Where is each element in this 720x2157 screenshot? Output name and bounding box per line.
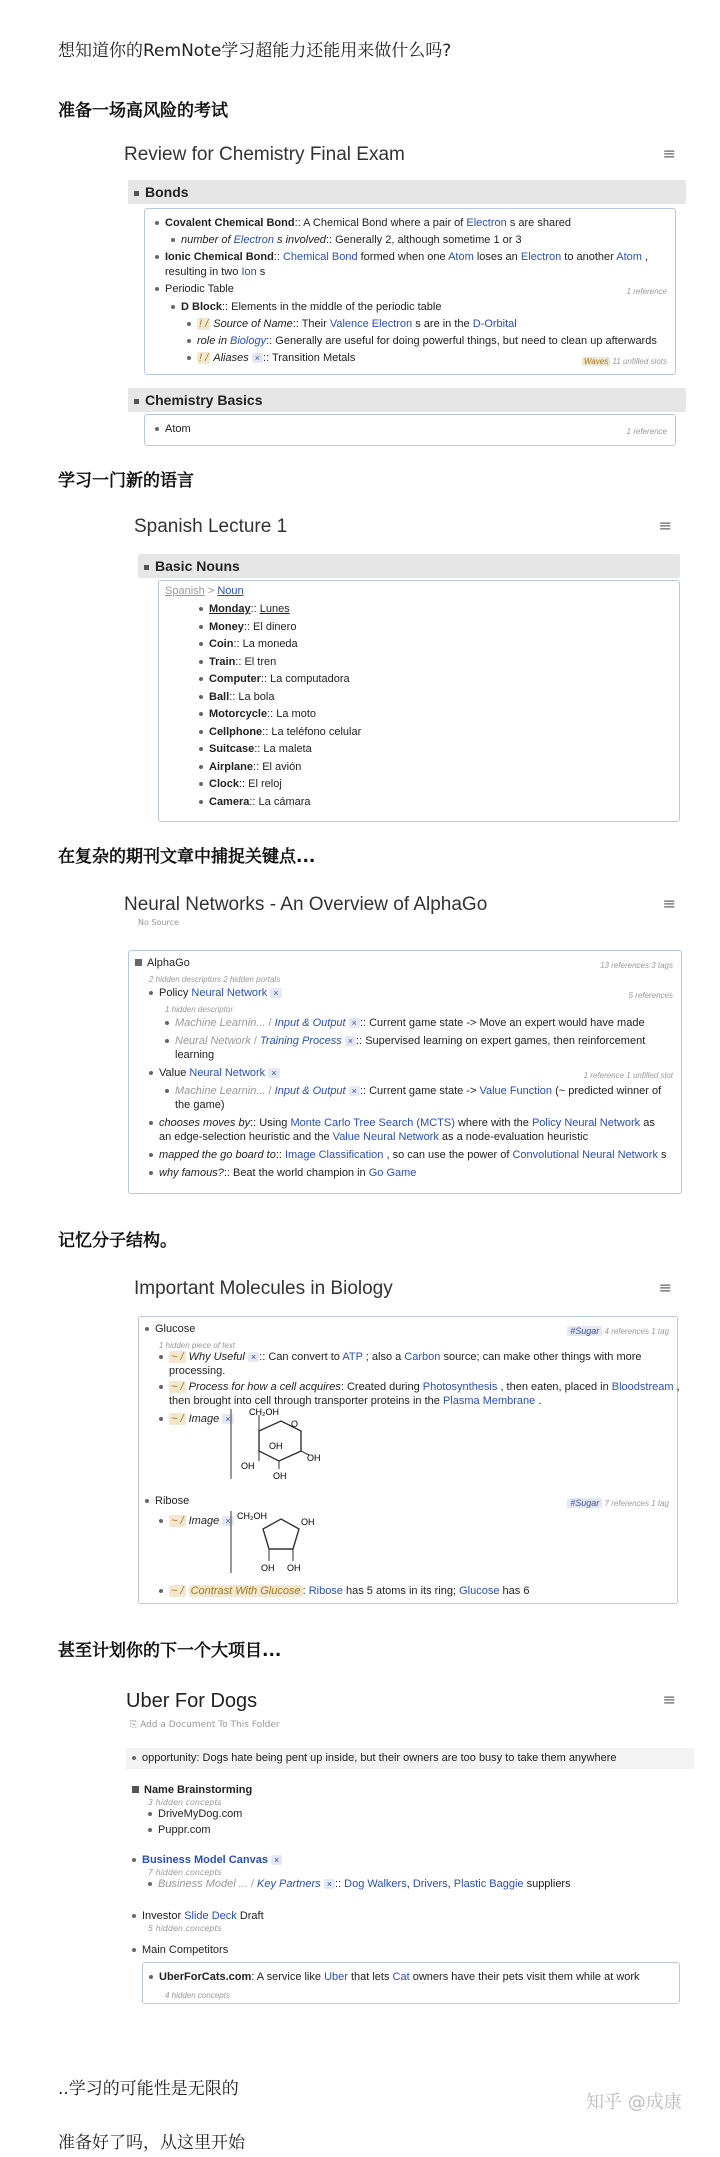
list-item[interactable]: ! / Source of Name:: Their Valence Electron s are in the D-Orbital xyxy=(187,316,517,333)
policy-refs: 5 references xyxy=(628,991,673,1000)
competitors-box xyxy=(142,1962,680,2004)
competitors-item[interactable]: Main Competitors xyxy=(132,1942,228,1959)
alphago-hidden: 2 hidden descriptors 2 hidden portals xyxy=(149,975,281,984)
list-item[interactable]: Machine Learnin... / Input & Output × :: Current game state -> Value Function (~ predicted winner of xyxy=(165,1083,661,1100)
investor-hidden: 5 hidden concepts xyxy=(148,1924,222,1933)
list-item[interactable]: Policy Neural Network × xyxy=(149,985,282,1002)
list-item-continued: then brought into cell through transporter proteins in the Plasma Membrane . xyxy=(169,1395,542,1407)
alphago-item[interactable]: AlphaGo xyxy=(135,955,190,972)
noun-list-item[interactable]: Camera:: La cámara xyxy=(199,794,361,812)
molecules-card xyxy=(128,1262,684,1610)
bonds-header[interactable]: Bonds xyxy=(128,180,686,204)
basic-nouns-header[interactable]: Basic Nouns xyxy=(138,554,680,578)
intro-text: 想知道你的RemNote学习超能力还能用来做什么吗? xyxy=(58,41,452,61)
ribose-oh-label: OH xyxy=(261,1563,275,1573)
noun-list-item[interactable]: Monday:: Lunes xyxy=(199,601,361,619)
section-heading-language: 学习一门新的语言 xyxy=(58,471,194,491)
noun-list-item[interactable]: Airplane:: El avión xyxy=(199,759,361,777)
ribose-oh-label: OH xyxy=(287,1563,301,1573)
list-item[interactable]: Atom xyxy=(155,421,191,438)
noun-list-item[interactable]: Train:: El tren xyxy=(199,654,361,672)
chemistry-basics-header[interactable]: Chemistry Basics xyxy=(128,388,686,412)
list-item[interactable]: ~ / Image × xyxy=(159,1411,234,1428)
spanish-menu-icon[interactable]: ≡ xyxy=(658,516,672,535)
list-item[interactable]: role in Biology:: Generally are useful for doing powerful things, but need to clean up afterwards xyxy=(187,333,657,350)
ribose-structure-image xyxy=(229,1511,319,1575)
section-heading-molecules: 记忆分子结构。 xyxy=(58,1231,177,1251)
list-item[interactable]: UberForCats.com: A service like Uber that lets Cat owners have their pets visit them while at work xyxy=(149,1969,640,1986)
list-item[interactable]: Covalent Chemical Bond:: A Chemical Bond where a pair of Electron s are shared xyxy=(155,215,571,232)
list-item-continued: resulting in two Ion s xyxy=(165,266,266,278)
basics-box xyxy=(144,414,676,446)
list-item[interactable]: Ribose xyxy=(145,1493,189,1510)
neural-network-card xyxy=(118,880,688,1200)
noun-list xyxy=(199,601,361,811)
list-item-continued: the game) xyxy=(175,1099,225,1111)
list-item[interactable]: ! / Aliases × :: Transition Metals xyxy=(187,350,355,367)
list-item[interactable]: Value Neural Network × xyxy=(149,1065,280,1082)
noun-list-item[interactable]: Motorcycle:: La moto xyxy=(199,706,361,724)
list-item[interactable]: why famous?:: Beat the world champion in Go Game xyxy=(149,1165,416,1182)
molecules-box xyxy=(138,1316,678,1604)
list-item[interactable]: ~ / Why Useful × :: Can convert to ATP ; also a Carbon source; can make other things with more xyxy=(159,1349,642,1366)
spanish-card xyxy=(128,500,684,818)
noun-list-item[interactable]: Clock:: El reloj xyxy=(199,776,361,794)
glucose-ch2oh-label: CH₂OH xyxy=(249,1407,279,1417)
list-item[interactable]: Ionic Chemical Bond:: Chemical Bond formed when one Atom loses an Electron to another Atom , xyxy=(155,249,648,266)
list-item[interactable]: ~ / Process for how a cell acquires: Created during Photosynthesis , then eaten, placed in Bloodstream , xyxy=(159,1379,680,1396)
noun-list-item[interactable]: Ball:: La bola xyxy=(199,689,361,707)
ribose-oh-label: OH xyxy=(301,1517,315,1527)
bonds-box xyxy=(144,208,676,375)
chemistry-card xyxy=(118,130,688,438)
alphago-box xyxy=(128,950,682,1194)
opportunity-item[interactable]: opportunity: Dogs hate being pent up inside, but their owners are too busy to take them anywhere xyxy=(126,1748,694,1769)
section-heading-journal: 在复杂的期刊文章中捕捉关键点... xyxy=(58,847,316,867)
list-item[interactable]: Glucose xyxy=(145,1321,195,1338)
glucose-structure-image xyxy=(229,1409,319,1481)
list-item-continued: an edge-selection heuristic and the Value Neural Network as a node-evaluation heuristic xyxy=(159,1131,589,1143)
canvas-hidden: 7 hidden concepts xyxy=(148,1868,222,1877)
value-refs: 1 reference 1 unfilled slot xyxy=(583,1071,673,1080)
noun-list-item[interactable]: Coin:: La moneda xyxy=(199,636,361,654)
list-item[interactable]: chooses moves by:: Using Monte Carlo Tree Search (MCTS) where with the Policy Neural Network as xyxy=(149,1115,655,1132)
glucose-hidden: 1 hidden piece of text xyxy=(159,1341,236,1350)
list-item[interactable]: mapped the go board to:: Image Classification , so can use the power of Convolutional Neural Network s xyxy=(149,1147,667,1164)
glucose-oh-label: OH xyxy=(307,1453,321,1463)
reference-count: 1 reference xyxy=(626,287,667,296)
alphago-refs: 13 references 3 tags xyxy=(600,961,673,970)
footer-line-possibilities: ..学习的可能性是无限的 xyxy=(58,2079,239,2099)
nn-menu-icon[interactable]: ≡ xyxy=(662,894,676,913)
list-item[interactable]: number of Electron s involved:: Generally 2, although sometime 1 or 3 xyxy=(171,232,522,249)
noun-list-item[interactable]: Cellphone:: La teléfono celular xyxy=(199,724,361,742)
uber-menu-icon[interactable]: ≡ xyxy=(662,1690,676,1709)
glucose-oh-label: OH xyxy=(269,1441,283,1451)
nn-source: No Source xyxy=(138,918,179,927)
molecules-doc-title: Important Molecules in Biology xyxy=(134,1278,393,1299)
glucose-oh-label: OH xyxy=(273,1471,287,1481)
list-item[interactable]: ~ / Contrast With Glucose : Ribose has 5 atoms in its ring; Glucose has 6 xyxy=(159,1583,529,1600)
ufc-hidden: 4 hidden concepts xyxy=(165,1991,230,2000)
ribose-meta: #Sugar 7 references 1 tag xyxy=(567,1495,669,1512)
nouns-box xyxy=(158,580,680,822)
noun-list-item[interactable]: Computer:: La computadora xyxy=(199,671,361,689)
brainstorm-item[interactable]: Name Brainstorming xyxy=(132,1782,252,1799)
alias-meta: Waves 11 unfilled slots xyxy=(583,357,667,366)
noun-list-item[interactable]: Suitcase:: La maleta xyxy=(199,741,361,759)
molecules-menu-icon[interactable]: ≡ xyxy=(658,1278,672,1297)
business-model-item[interactable]: Business Model Canvas × xyxy=(132,1852,282,1869)
ribose-ch2oh-label: CH₂OH xyxy=(237,1511,267,1521)
uber-doc-title: Uber For Dogs xyxy=(126,1690,258,1712)
add-document-link[interactable]: ⎘ Add a Document To This Folder xyxy=(130,1720,280,1730)
list-item[interactable]: Business Model ... / Key Partners × :: Dog Walkers, Drivers, Plastic Baggie suppliers xyxy=(148,1876,571,1893)
list-item-continued: learning xyxy=(175,1049,215,1061)
policy-hidden: 1 hidden descriptor xyxy=(165,1005,234,1014)
list-item[interactable]: Neural Network / Training Process × :: Supervised learning on expert games, then reinforcement xyxy=(165,1033,645,1050)
footer-line-start: 准备好了吗，从这里开始 xyxy=(58,2133,245,2153)
chemistry-doc-title: Review for Chemistry Final Exam xyxy=(124,144,405,165)
section-heading-exam: 准备一场高风险的考试 xyxy=(58,101,228,121)
glucose-meta: #Sugar 4 references 1 tag xyxy=(567,1323,669,1340)
noun-list-item[interactable]: Money:: El dinero xyxy=(199,619,361,637)
section-heading-project: 甚至计划你的下一个大项目... xyxy=(58,1641,282,1661)
reference-count: 1 reference xyxy=(626,427,667,436)
list-item[interactable]: D Block:: Elements in the middle of the periodic table xyxy=(171,299,441,316)
glucose-o-label: O xyxy=(291,1419,299,1429)
list-item[interactable]: ~ / Image × xyxy=(159,1513,234,1530)
investor-item[interactable]: Investor Slide Deck Draft xyxy=(132,1908,264,1925)
uber-card xyxy=(118,1672,688,2018)
list-item[interactable]: Machine Learnin... / Input & Output × :: Current game state -> Move an expert would have made xyxy=(165,1015,645,1032)
list-item[interactable]: Puppr.com xyxy=(148,1822,211,1839)
chemistry-menu-icon[interactable]: ≡ xyxy=(662,144,676,163)
glucose-oh-label: OH xyxy=(241,1461,255,1471)
breadcrumb[interactable]: Spanish > Noun xyxy=(165,585,244,597)
nn-doc-title: Neural Networks - An Overview of AlphaGo xyxy=(124,894,488,915)
list-item[interactable]: DriveMyDog.com xyxy=(148,1806,242,1823)
spanish-doc-title: Spanish Lecture 1 xyxy=(134,516,288,537)
list-item[interactable]: Periodic Table xyxy=(155,281,234,298)
list-item-continued: processing. xyxy=(169,1365,226,1377)
zhihu-watermark: 知乎 @成康 xyxy=(586,2092,682,2113)
brainstorm-hidden: 3 hidden concepts xyxy=(148,1798,222,1807)
